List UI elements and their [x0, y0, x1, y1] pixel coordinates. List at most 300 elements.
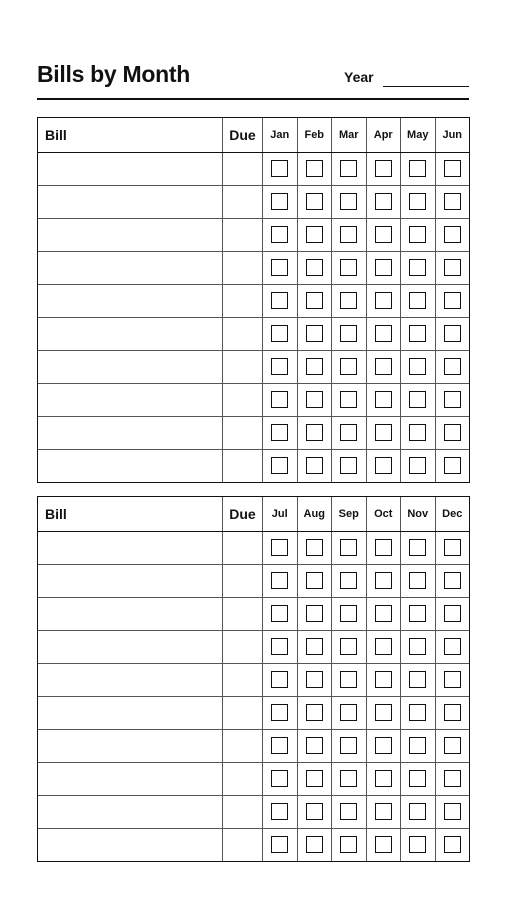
- checkbox-icon[interactable]: [444, 638, 461, 655]
- month-cell: [401, 829, 436, 862]
- column-header-due: Due: [223, 118, 263, 153]
- checkbox-icon[interactable]: [271, 605, 288, 622]
- checkbox-icon[interactable]: [375, 160, 392, 177]
- checkbox-icon[interactable]: [340, 325, 357, 342]
- table-header-row: [38, 497, 470, 532]
- checkbox-icon[interactable]: [409, 605, 426, 622]
- checkbox-icon[interactable]: [409, 539, 426, 556]
- month-cell: [297, 664, 332, 697]
- month-cell: [263, 219, 298, 252]
- table-row: [38, 351, 470, 384]
- column-header-month: Sep: [332, 497, 367, 532]
- column-header-due: Due: [223, 497, 263, 532]
- month-cell: [366, 796, 401, 829]
- checkbox-icon[interactable]: [375, 193, 392, 210]
- checkbox-icon[interactable]: [444, 160, 461, 177]
- bill-name-cell[interactable]: [38, 252, 223, 285]
- month-cell: [263, 318, 298, 351]
- checkbox-icon[interactable]: [444, 737, 461, 754]
- month-cell: [297, 219, 332, 252]
- checkbox-icon[interactable]: [375, 803, 392, 820]
- checkbox-icon[interactable]: [409, 226, 426, 243]
- checkbox-icon[interactable]: [306, 737, 323, 754]
- due-date-cell[interactable]: [223, 351, 263, 384]
- month-cell: [332, 631, 367, 664]
- bill-name-cell[interactable]: [38, 351, 223, 384]
- month-cell: [435, 153, 470, 186]
- checkbox-icon[interactable]: [340, 770, 357, 787]
- month-cell: [332, 351, 367, 384]
- column-header-month: Oct: [366, 497, 401, 532]
- month-cell: [332, 318, 367, 351]
- month-cell: [435, 730, 470, 763]
- checkbox-icon[interactable]: [409, 704, 426, 721]
- table-row: [38, 664, 470, 697]
- checkbox-icon[interactable]: [306, 671, 323, 688]
- month-cell: [263, 697, 298, 730]
- month-cell: [435, 796, 470, 829]
- checkbox-icon[interactable]: [340, 638, 357, 655]
- month-cell: [263, 664, 298, 697]
- checkbox-icon[interactable]: [306, 358, 323, 375]
- bills-table-jul-dec: [37, 496, 470, 862]
- month-cell: [366, 598, 401, 631]
- checkbox-icon[interactable]: [340, 836, 357, 853]
- table-row: [38, 532, 470, 565]
- checkbox-icon[interactable]: [306, 457, 323, 474]
- bill-name-cell[interactable]: [38, 730, 223, 763]
- checkbox-icon[interactable]: [340, 292, 357, 309]
- month-cell: [401, 532, 436, 565]
- month-cell: [435, 829, 470, 862]
- bill-name-cell[interactable]: [38, 697, 223, 730]
- checkbox-icon[interactable]: [271, 193, 288, 210]
- month-cell: [435, 664, 470, 697]
- month-cell: [366, 252, 401, 285]
- month-cell: [366, 532, 401, 565]
- month-cell: [366, 219, 401, 252]
- month-cell: [435, 384, 470, 417]
- month-cell: [366, 697, 401, 730]
- due-date-cell[interactable]: [223, 598, 263, 631]
- checkbox-icon[interactable]: [409, 770, 426, 787]
- checkbox-icon[interactable]: [375, 457, 392, 474]
- month-cell: [332, 219, 367, 252]
- month-cell: [297, 318, 332, 351]
- month-cell: [366, 664, 401, 697]
- due-date-cell[interactable]: [223, 384, 263, 417]
- month-cell: [332, 450, 367, 483]
- month-cell: [263, 186, 298, 219]
- month-cell: [401, 450, 436, 483]
- month-cell: [401, 252, 436, 285]
- month-cell: [263, 532, 298, 565]
- month-cell: [332, 565, 367, 598]
- table-row: [38, 829, 470, 862]
- checkbox-icon[interactable]: [375, 572, 392, 589]
- checkbox-icon[interactable]: [306, 424, 323, 441]
- checkbox-icon[interactable]: [271, 836, 288, 853]
- checkbox-icon[interactable]: [409, 671, 426, 688]
- month-cell: [366, 318, 401, 351]
- month-cell: [435, 285, 470, 318]
- bill-name-cell[interactable]: [38, 417, 223, 450]
- checkbox-icon[interactable]: [375, 605, 392, 622]
- due-date-cell[interactable]: [223, 565, 263, 598]
- table-row: [38, 730, 470, 763]
- checkbox-icon[interactable]: [271, 391, 288, 408]
- year-label: Year: [344, 69, 374, 85]
- month-cell: [435, 186, 470, 219]
- bill-name-cell[interactable]: [38, 153, 223, 186]
- bill-name-cell[interactable]: [38, 565, 223, 598]
- checkbox-icon[interactable]: [444, 292, 461, 309]
- due-date-cell[interactable]: [223, 664, 263, 697]
- table-row: [38, 285, 470, 318]
- checkbox-icon[interactable]: [306, 160, 323, 177]
- month-cell: [332, 186, 367, 219]
- checkbox-icon[interactable]: [444, 358, 461, 375]
- checkbox-icon[interactable]: [375, 325, 392, 342]
- due-date-cell[interactable]: [223, 417, 263, 450]
- checkbox-icon[interactable]: [340, 704, 357, 721]
- checkbox-icon[interactable]: [409, 259, 426, 276]
- month-cell: [366, 829, 401, 862]
- due-date-cell[interactable]: [223, 186, 263, 219]
- checkbox-icon[interactable]: [340, 424, 357, 441]
- checkbox-icon[interactable]: [306, 539, 323, 556]
- table-row: [38, 153, 470, 186]
- month-cell: [401, 565, 436, 598]
- checkbox-icon[interactable]: [306, 292, 323, 309]
- checkbox-icon[interactable]: [444, 671, 461, 688]
- month-cell: [366, 285, 401, 318]
- checkbox-icon[interactable]: [271, 457, 288, 474]
- page-title: Bills by Month: [37, 61, 190, 87]
- column-header-bill: Bill: [38, 497, 223, 532]
- bill-name-cell[interactable]: [38, 318, 223, 351]
- due-date-cell[interactable]: [223, 730, 263, 763]
- table-row: [38, 598, 470, 631]
- checkbox-icon[interactable]: [375, 259, 392, 276]
- month-cell: [435, 598, 470, 631]
- checkbox-icon[interactable]: [444, 704, 461, 721]
- due-date-cell[interactable]: [223, 285, 263, 318]
- checkbox-icon[interactable]: [271, 770, 288, 787]
- month-cell: [332, 252, 367, 285]
- checkbox-icon[interactable]: [340, 226, 357, 243]
- checkbox-icon[interactable]: [409, 803, 426, 820]
- checkbox-icon[interactable]: [409, 572, 426, 589]
- checkbox-icon[interactable]: [375, 671, 392, 688]
- month-cell: [332, 763, 367, 796]
- month-cell: [297, 285, 332, 318]
- checkbox-icon[interactable]: [306, 572, 323, 589]
- month-cell: [263, 730, 298, 763]
- checkbox-icon[interactable]: [444, 424, 461, 441]
- checkbox-icon[interactable]: [444, 259, 461, 276]
- table-row: [38, 697, 470, 730]
- checkbox-icon[interactable]: [375, 292, 392, 309]
- checkbox-icon[interactable]: [340, 358, 357, 375]
- checkbox-icon[interactable]: [340, 737, 357, 754]
- checkbox-icon[interactable]: [306, 391, 323, 408]
- checkbox-icon[interactable]: [340, 803, 357, 820]
- due-date-cell[interactable]: [223, 829, 263, 862]
- bill-name-cell[interactable]: [38, 219, 223, 252]
- column-header-month: Feb: [297, 118, 332, 153]
- checkbox-icon[interactable]: [271, 424, 288, 441]
- checkbox-icon[interactable]: [444, 836, 461, 853]
- table-row: [38, 219, 470, 252]
- checkbox-icon[interactable]: [444, 539, 461, 556]
- month-cell: [297, 730, 332, 763]
- bill-name-cell[interactable]: [38, 532, 223, 565]
- month-cell: [435, 697, 470, 730]
- due-date-cell[interactable]: [223, 796, 263, 829]
- checkbox-icon[interactable]: [340, 539, 357, 556]
- checkbox-icon[interactable]: [340, 457, 357, 474]
- due-date-cell[interactable]: [223, 318, 263, 351]
- month-cell: [297, 532, 332, 565]
- table-row: [38, 318, 470, 351]
- bill-name-cell[interactable]: [38, 763, 223, 796]
- bill-name-cell[interactable]: [38, 186, 223, 219]
- month-cell: [332, 532, 367, 565]
- checkbox-icon[interactable]: [409, 424, 426, 441]
- month-cell: [366, 450, 401, 483]
- month-cell: [263, 565, 298, 598]
- due-date-cell[interactable]: [223, 219, 263, 252]
- table-body: [38, 153, 470, 483]
- due-date-cell[interactable]: [223, 697, 263, 730]
- month-cell: [401, 186, 436, 219]
- due-date-cell[interactable]: [223, 631, 263, 664]
- column-header-month: Jul: [263, 497, 298, 532]
- checkbox-icon[interactable]: [444, 605, 461, 622]
- checkbox-icon[interactable]: [306, 704, 323, 721]
- month-cell: [435, 565, 470, 598]
- checkbox-icon[interactable]: [271, 803, 288, 820]
- month-cell: [435, 532, 470, 565]
- column-header-month: Aug: [297, 497, 332, 532]
- checkbox-icon[interactable]: [409, 358, 426, 375]
- month-cell: [401, 351, 436, 384]
- month-cell: [263, 384, 298, 417]
- month-cell: [297, 384, 332, 417]
- month-cell: [263, 351, 298, 384]
- table-row: [38, 417, 470, 450]
- checkbox-icon[interactable]: [409, 836, 426, 853]
- checkbox-icon[interactable]: [271, 259, 288, 276]
- month-cell: [263, 598, 298, 631]
- year-input-line[interactable]: [383, 86, 469, 87]
- checkbox-icon[interactable]: [271, 638, 288, 655]
- checkbox-icon[interactable]: [306, 325, 323, 342]
- checkbox-icon[interactable]: [444, 193, 461, 210]
- checkbox-icon[interactable]: [340, 671, 357, 688]
- year-field[interactable]: [344, 68, 470, 90]
- table-row: [38, 796, 470, 829]
- checkbox-icon[interactable]: [271, 325, 288, 342]
- month-cell: [332, 664, 367, 697]
- checkbox-icon[interactable]: [409, 737, 426, 754]
- month-cell: [332, 598, 367, 631]
- checkbox-icon[interactable]: [375, 836, 392, 853]
- month-cell: [297, 565, 332, 598]
- column-header-month: Dec: [435, 497, 470, 532]
- checkbox-icon[interactable]: [444, 325, 461, 342]
- checkbox-icon[interactable]: [271, 671, 288, 688]
- checkbox-icon[interactable]: [271, 737, 288, 754]
- checkbox-icon[interactable]: [375, 424, 392, 441]
- month-cell: [263, 450, 298, 483]
- checkbox-icon[interactable]: [271, 539, 288, 556]
- checkbox-icon[interactable]: [375, 737, 392, 754]
- checkbox-icon[interactable]: [444, 226, 461, 243]
- checkbox-icon[interactable]: [375, 539, 392, 556]
- month-cell: [332, 417, 367, 450]
- month-cell: [401, 664, 436, 697]
- checkbox-icon[interactable]: [271, 704, 288, 721]
- checkbox-icon[interactable]: [444, 391, 461, 408]
- month-cell: [263, 829, 298, 862]
- month-cell: [401, 697, 436, 730]
- month-cell: [366, 730, 401, 763]
- month-cell: [366, 763, 401, 796]
- month-cell: [263, 285, 298, 318]
- month-cell: [297, 450, 332, 483]
- month-cell: [435, 219, 470, 252]
- column-header-bill: Bill: [38, 118, 223, 153]
- month-cell: [366, 631, 401, 664]
- month-cell: [297, 697, 332, 730]
- checkbox-icon[interactable]: [340, 572, 357, 589]
- bill-name-cell[interactable]: [38, 450, 223, 483]
- checkbox-icon[interactable]: [340, 193, 357, 210]
- month-cell: [435, 318, 470, 351]
- checkbox-icon[interactable]: [444, 457, 461, 474]
- due-date-cell[interactable]: [223, 252, 263, 285]
- table-row: [38, 631, 470, 664]
- bill-name-cell[interactable]: [38, 384, 223, 417]
- checkbox-icon[interactable]: [375, 704, 392, 721]
- table-row: [38, 252, 470, 285]
- month-cell: [401, 763, 436, 796]
- month-cell: [401, 384, 436, 417]
- month-cell: [401, 730, 436, 763]
- bill-name-cell[interactable]: [38, 664, 223, 697]
- checkbox-icon[interactable]: [271, 160, 288, 177]
- bill-name-cell[interactable]: [38, 285, 223, 318]
- month-cell: [263, 796, 298, 829]
- checkbox-icon[interactable]: [409, 193, 426, 210]
- table-header-row: [38, 118, 470, 153]
- checkbox-icon[interactable]: [306, 803, 323, 820]
- month-cell: [297, 763, 332, 796]
- month-cell: [435, 450, 470, 483]
- month-cell: [401, 796, 436, 829]
- checkbox-icon[interactable]: [306, 259, 323, 276]
- month-cell: [297, 598, 332, 631]
- month-cell: [332, 384, 367, 417]
- due-date-cell[interactable]: [223, 450, 263, 483]
- checkbox-icon[interactable]: [375, 638, 392, 655]
- checkbox-icon[interactable]: [306, 770, 323, 787]
- due-date-cell[interactable]: [223, 153, 263, 186]
- checkbox-icon[interactable]: [271, 292, 288, 309]
- month-cell: [401, 631, 436, 664]
- bill-name-cell[interactable]: [38, 631, 223, 664]
- checkbox-icon[interactable]: [375, 770, 392, 787]
- table-row: [38, 384, 470, 417]
- column-header-month: Jun: [435, 118, 470, 153]
- checkbox-icon[interactable]: [306, 836, 323, 853]
- checkbox-icon[interactable]: [340, 259, 357, 276]
- month-cell: [263, 252, 298, 285]
- table-row: [38, 763, 470, 796]
- checkbox-icon[interactable]: [444, 770, 461, 787]
- checkbox-icon[interactable]: [306, 638, 323, 655]
- checkbox-icon[interactable]: [409, 457, 426, 474]
- month-cell: [435, 763, 470, 796]
- due-date-cell[interactable]: [223, 763, 263, 796]
- month-cell: [332, 697, 367, 730]
- checkbox-icon[interactable]: [375, 358, 392, 375]
- month-cell: [263, 631, 298, 664]
- bill-name-cell[interactable]: [38, 829, 223, 862]
- checkbox-icon[interactable]: [409, 160, 426, 177]
- due-date-cell[interactable]: [223, 532, 263, 565]
- checkbox-icon[interactable]: [340, 605, 357, 622]
- checkbox-icon[interactable]: [375, 391, 392, 408]
- month-cell: [366, 186, 401, 219]
- column-header-month: Mar: [332, 118, 367, 153]
- checkbox-icon[interactable]: [340, 160, 357, 177]
- column-header-month: Nov: [401, 497, 436, 532]
- month-cell: [366, 417, 401, 450]
- checkbox-icon[interactable]: [444, 803, 461, 820]
- column-header-month: Jan: [263, 118, 298, 153]
- checkbox-icon[interactable]: [271, 572, 288, 589]
- bills-table-jan-jun: [37, 117, 470, 483]
- checkbox-icon[interactable]: [340, 391, 357, 408]
- checkbox-icon[interactable]: [306, 605, 323, 622]
- checkbox-icon[interactable]: [444, 572, 461, 589]
- month-cell: [297, 186, 332, 219]
- checkbox-icon[interactable]: [271, 226, 288, 243]
- month-cell: [332, 829, 367, 862]
- month-cell: [366, 153, 401, 186]
- month-cell: [401, 153, 436, 186]
- month-cell: [297, 829, 332, 862]
- checkbox-icon[interactable]: [271, 358, 288, 375]
- bill-name-cell[interactable]: [38, 796, 223, 829]
- month-cell: [332, 730, 367, 763]
- bill-name-cell[interactable]: [38, 598, 223, 631]
- checkbox-icon[interactable]: [409, 391, 426, 408]
- month-cell: [332, 796, 367, 829]
- checkbox-icon[interactable]: [375, 226, 392, 243]
- checkbox-icon[interactable]: [409, 638, 426, 655]
- checkbox-icon[interactable]: [409, 325, 426, 342]
- checkbox-icon[interactable]: [306, 193, 323, 210]
- month-cell: [297, 631, 332, 664]
- table-body: [38, 532, 470, 862]
- month-cell: [435, 252, 470, 285]
- checkbox-icon[interactable]: [306, 226, 323, 243]
- checkbox-icon[interactable]: [409, 292, 426, 309]
